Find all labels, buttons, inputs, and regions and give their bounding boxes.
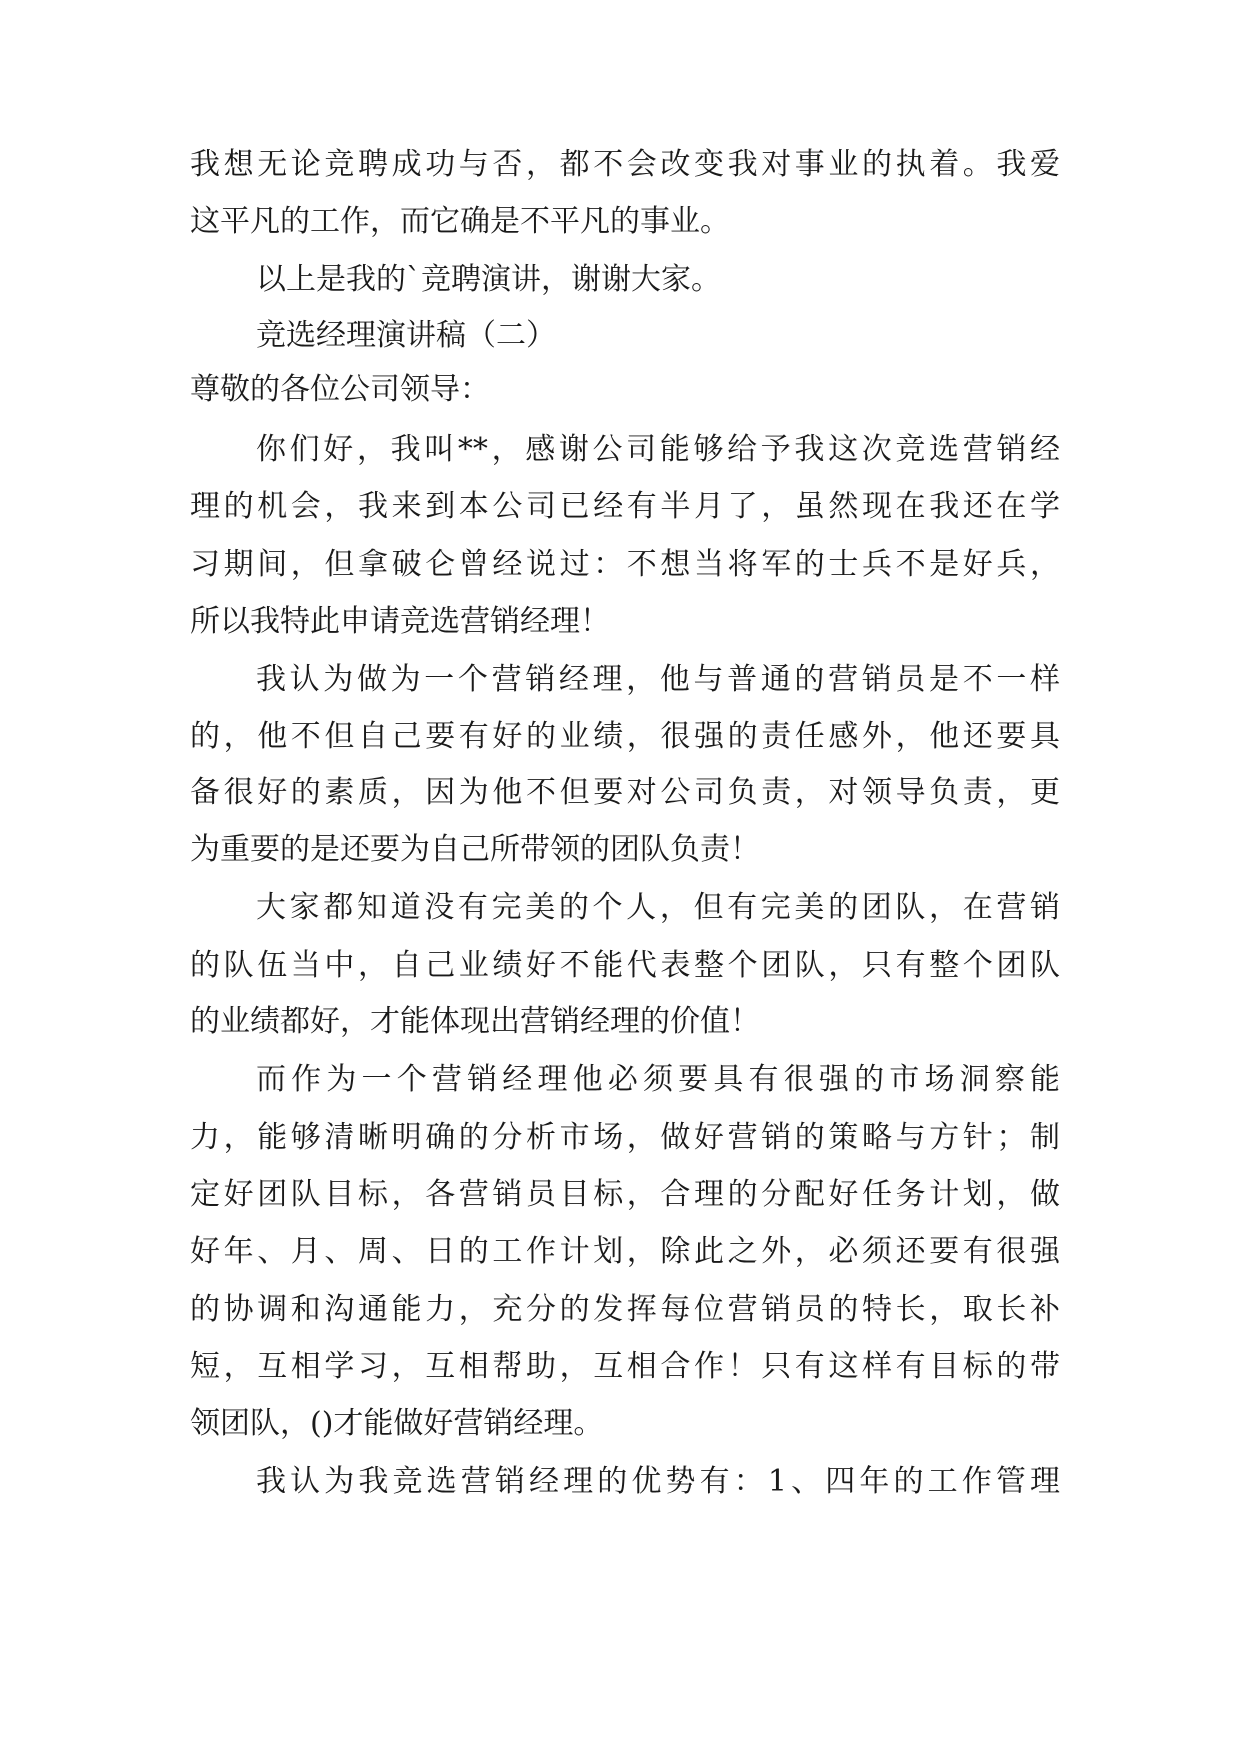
- text-line: 的业绩都好，才能体现出营销经理的价值！: [190, 1004, 760, 1039]
- text-line: 大家都知道没有完美的个人，但有完美的团队，在营销: [256, 890, 1060, 925]
- text-line: 我想无论竞聘成功与否，都不会改变我对事业的执着。我爱: [190, 147, 1060, 182]
- text-line: 短，互相学习，互相帮助，互相合作！只有这样有目标的带: [190, 1349, 1060, 1384]
- text-line: 习期间，但拿破仑曾经说过：不想当将军的士兵不是好兵，: [190, 547, 1060, 582]
- text-line: 力，能够清晰明确的分析市场，做好营销的策略与方针；制: [190, 1120, 1060, 1155]
- text-line: 的协调和沟通能力，充分的发挥每位营销员的特长，取长补: [190, 1292, 1060, 1327]
- text-line: 好年、月、周、日的工作计划，除此之外，必须还要有很强: [190, 1234, 1060, 1269]
- salutation: 尊敬的各位公司领导：: [190, 372, 490, 407]
- text-line: 而作为一个营销经理他必须要具有很强的市场洞察能: [256, 1062, 1060, 1097]
- text-line: 理的机会，我来到本公司已经有半月了，虽然现在我还在学: [190, 489, 1060, 524]
- section-heading: 竞选经理演讲稿（二）: [256, 318, 556, 353]
- text-line: 以上是我的`竞聘演讲，谢谢大家。: [256, 262, 721, 297]
- text-line: 为重要的是还要为自己所带领的团队负责！: [190, 832, 760, 867]
- text-line: 领团队，()才能做好营销经理。: [190, 1406, 604, 1441]
- text-line: 备很好的素质，因为他不但要对公司负责，对领导负责，更: [190, 775, 1060, 810]
- text-line: 你们好，我叫**，感谢公司能够给予我这次竞选营销经: [256, 432, 1060, 467]
- text-line: 的队伍当中，自己业绩好不能代表整个团队，只有整个团队: [190, 948, 1060, 983]
- text-line: 我认为做为一个营销经理，他与普通的营销员是不一样: [256, 662, 1060, 697]
- text-line: 所以我特此申请竞选营销经理！: [190, 604, 610, 639]
- text-line: 定好团队目标，各营销员目标，合理的分配好任务计划，做: [190, 1177, 1060, 1212]
- text-line: 的，他不但自己要有好的业绩，很强的责任感外，他还要具: [190, 719, 1060, 754]
- text-line: 我认为我竞选营销经理的优势有：1、四年的工作管理: [256, 1464, 1060, 1499]
- text-line: 这平凡的工作，而它确是不平凡的事业。: [190, 204, 730, 239]
